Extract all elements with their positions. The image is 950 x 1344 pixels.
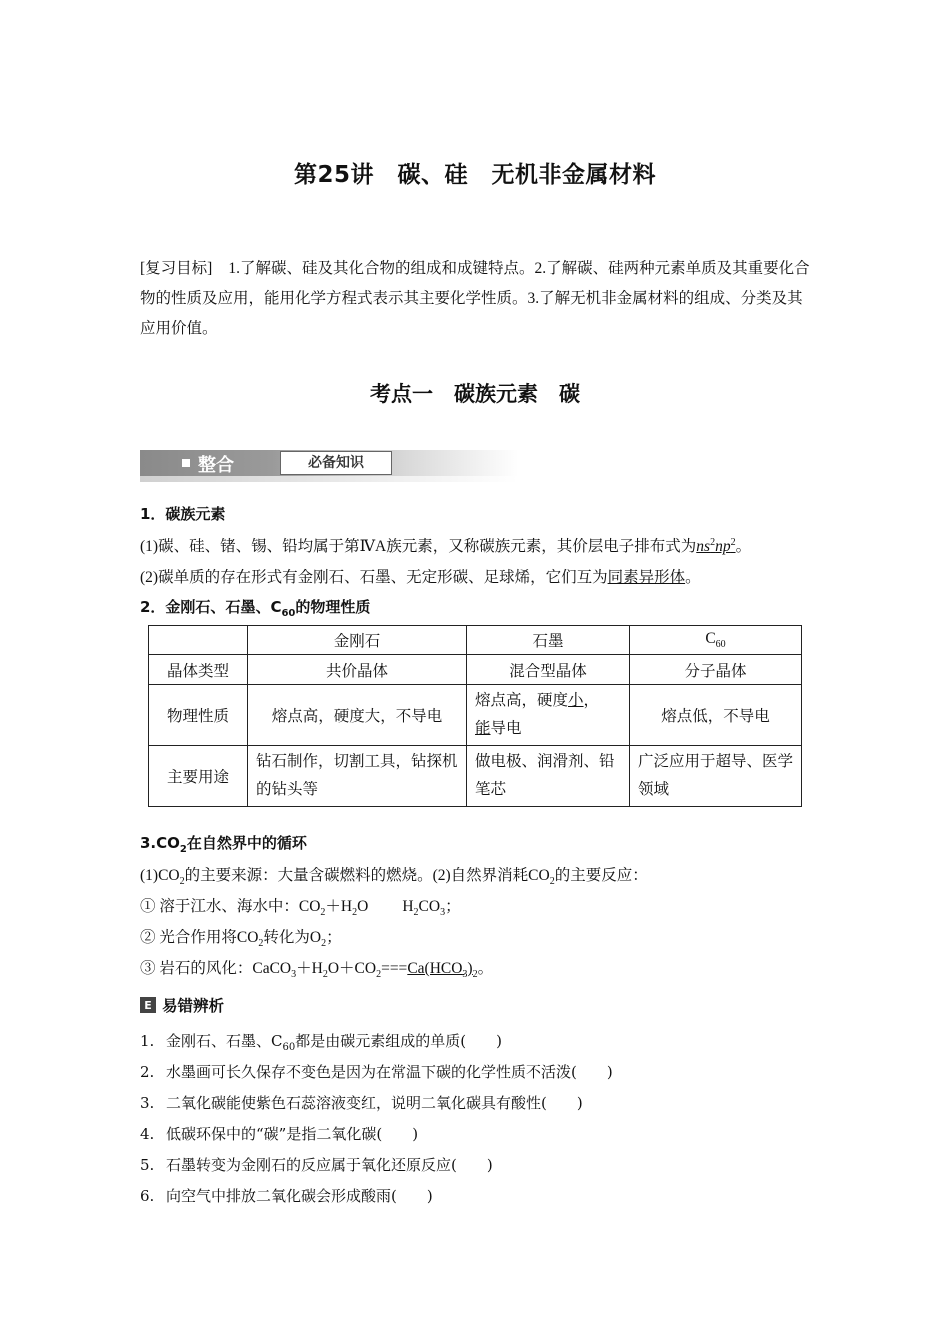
answer-allotropes: 同素异形体 xyxy=(607,569,686,586)
heading-physical-properties: 2．金刚石、石墨、$C_{60}$的物理性质 xyxy=(140,598,371,619)
table-row: 主要用途 钻石制作，切割工具，钻探机的钻头等 做电极、润滑剂、铅笔芯 广泛应用于超导、医学领域 xyxy=(149,746,802,807)
list-item: 4. 低碳环保中的“碳”是指二氧化碳( ) xyxy=(140,1125,419,1143)
knowledge-banner xyxy=(140,450,518,482)
list-item: 5. 石墨转变为金刚石的反应属于氧化还原反应( ) xyxy=(140,1156,493,1174)
list-item: 3. 二氧化碳能使紫色石蕊溶液变红，说明二氧化碳具有酸性( ) xyxy=(140,1094,583,1112)
properties-table xyxy=(148,625,802,807)
paragraph-carbon-group: (1)碳、硅、锗、锡、铅均属于第ⅣA族元素，又称碳族元素，其价层电子排布式为$ns^2np^2$。 xyxy=(140,536,752,555)
list-item: 2. 水墨画可长久保存不变色是因为在常温下碳的化学性质不活泼( ) xyxy=(140,1063,613,1081)
list-item: 6. 向空气中排放二氧化碳会形成酸雨( ) xyxy=(140,1187,433,1205)
table-row: 晶体类型 共价晶体 混合型晶体 分子晶体 xyxy=(149,655,802,685)
co2-source-line: $(1)CO_2$的主要来源：大量含碳燃料的燃烧。(2)自然界消耗$CO_2$的主要反应： xyxy=(140,867,648,888)
list-item: 1. 金刚石、石墨、$C_{60}$都是由碳元素组成的单质( ) xyxy=(140,1032,502,1053)
table-row: 物理性质 熔点高，硬度大，不导电 熔点高，硬度小， 能导电 熔点低，不导电 xyxy=(149,685,802,746)
co2-reaction-3: ③ 岩石的风化：$CaCO_3+H_2O+CO_2===Ca(HCO_3)_2$。 xyxy=(140,960,494,981)
review-goals xyxy=(140,254,810,344)
banner-box: 必备知识 xyxy=(280,451,392,475)
error-analysis-icon: E xyxy=(140,997,156,1013)
table-header: 石墨 xyxy=(467,626,630,655)
table-header: 金刚石 xyxy=(248,626,467,655)
error-analysis-heading xyxy=(140,994,224,1016)
heading-carbon-group: 1．碳族元素 xyxy=(140,505,226,523)
section-title: 考点一 碳族元素 碳 xyxy=(370,382,580,406)
answer-electron-config: $ns^2np^2$ xyxy=(696,536,736,555)
square-bullet-icon xyxy=(182,459,190,467)
review-goals-text: 1.了解碳、硅及其化合物的组成和成键特点。2.了解碳、硅两种元素单质及其重要化合物的性质及应用，能用化学方程式表示其主要化学性质。3.了解无机非金属材料的组成、分类及其应用价值。 xyxy=(140,260,810,337)
table-header: $C_{60}$ xyxy=(630,626,802,655)
heading-co2-cycle: $3.CO_2$在自然界中的循环 xyxy=(140,834,307,855)
review-goals-tag: [复习目标] xyxy=(140,260,213,277)
co2-reaction-1: ① 溶于江水、海水中：$CO_2+H_2O$ $H_2CO_3$； xyxy=(140,898,461,919)
paragraph-allotropes: (2)碳单质的存在形式有金刚石、石墨、无定形碳、足球烯，它们互为同素异形体。 xyxy=(140,569,701,586)
co2-reaction-2: ② 光合作用将$CO_2$转化为$O_2$； xyxy=(140,929,342,950)
answer-bicarbonate: $Ca(HCO_3)_2$ xyxy=(407,960,478,981)
error-analysis-title: 易错辨析 xyxy=(162,997,225,1015)
page-title: 第25讲 碳、硅 无机非金属材料 xyxy=(293,162,656,188)
banner-label: 整合 xyxy=(198,455,234,476)
